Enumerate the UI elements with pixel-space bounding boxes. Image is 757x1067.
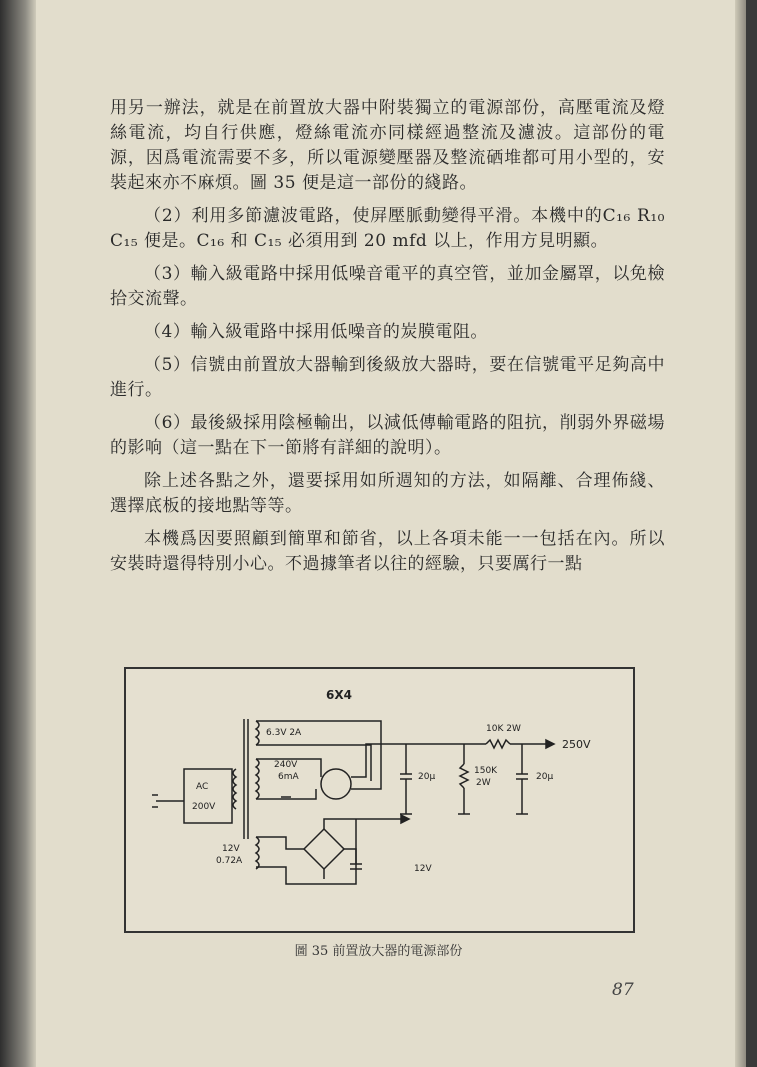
paragraph-6: （6）最後級採用陰極輸出，以減低傳輸電路的阻抗，削弱外界磁場的影响（這一點在下一節將有詳細的說明）。 <box>110 413 665 458</box>
figure-caption: 圖 35 前置放大器的電源部份 <box>294 944 463 959</box>
paragraph-3: （3）輸入級電路中採用低噪音電平的真空管，並加金屬罩，以免檢拾交流聲。 <box>110 264 665 309</box>
body-text <box>110 96 665 585</box>
paragraph-5: （5）信號由前置放大器輸到後級放大器時，要在信號電平足夠高中進行。 <box>110 355 665 400</box>
heater-label: 6.3V 2A <box>266 728 302 738</box>
series-resistor-label: 10K 2W <box>486 724 521 734</box>
lv-winding-label: 12V <box>222 844 240 854</box>
bleeder-label: 150K <box>474 766 498 776</box>
cap2-label: 20μ <box>536 772 554 782</box>
ac-label: AC <box>196 782 209 792</box>
tube-label: 6X4 <box>326 688 352 702</box>
hv-current-label: 6mA <box>278 772 299 782</box>
circuit-diagram <box>126 669 633 931</box>
paragraph-4: （4）輸入級電路中採用低噪音的炭膜電阻。 <box>144 322 488 342</box>
book-spine <box>0 0 36 1067</box>
page-number: 87 <box>612 980 634 1000</box>
hv-output-label: 250V <box>562 738 591 751</box>
paragraph-8: 本機爲因要照顧到簡單和節省，以上各項未能一一包括在內。所以安裝時還得特別小心。不過據筆者以往的經驗，只要厲行一點 <box>110 529 665 574</box>
lv-current-label: 0.72A <box>216 856 243 866</box>
hv-winding-label: 240V <box>274 760 298 770</box>
bleeder-watt-label: 2W <box>476 778 491 788</box>
cap1-label: 20μ <box>418 772 436 782</box>
page-edge <box>735 0 746 1067</box>
paragraph-1: 用另一辦法，就是在前置放大器中附裝獨立的電源部份，高壓電流及燈絲電流，均自行供應，燈絲電流亦同樣經過整流及濾波。這部份的電源，因爲電流需要不多，所以電源變壓器及整流硒堆都可用小型的，安裝起來亦不麻煩。圖 35 便是這一部份的綫路。 <box>110 98 665 193</box>
circuit-figure <box>124 667 635 933</box>
paragraph-7: 除上述各點之外，還要採用如所週知的方法，如隔離、合理佈綫、選擇底板的接地點等等。 <box>110 471 665 516</box>
ac-voltage-label: 200V <box>192 802 216 812</box>
paragraph-2: （2）利用多節濾波電路，使屏壓脈動變得平滑。本機中的C₁₆ R₁₀ C₁₅ 便是。C₁₆ 和 C₁₅ 必須用到 20 mfd 以上，作用方見明顯。 <box>110 206 665 251</box>
lv-output-label: 12V <box>414 864 432 874</box>
